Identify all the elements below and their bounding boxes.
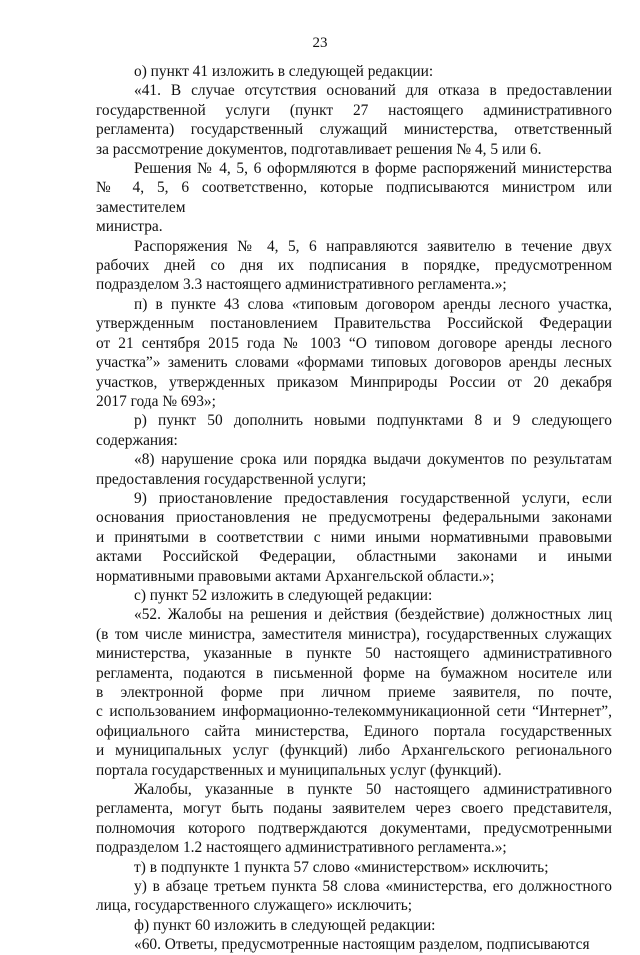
text-line: ф) пункт 60 изложить в следующей редакции: [134,916,436,934]
text-line: регламента, могут быть поданы заявителем через своего представителя, [96,800,612,818]
text-line: за рассмотрение документов, подготавливает решения № 4, 5 или 6. [96,140,542,158]
text-line: актами Российской Федерации, областными законами и иными [96,548,612,566]
text-line: (в том числе министра, заместителя министра), государственных служащих [96,625,612,643]
text-line: содержания: [96,431,178,449]
text-line: о) пункт 41 изложить в следующей редакции: [134,63,434,80]
text-line: и принятыми в соответствии с ними иными нормативными правовыми [96,528,612,546]
paragraph [96,159,612,237]
text-line: «41. В случае отсутствия оснований для отказа в предоставлении [134,82,612,100]
paragraph [96,935,612,954]
text-line: и муниципальных услуг (функций) либо Архангельского регионального [96,742,612,760]
text-line: р) пункт 50 дополнить новыми подпунктами 8 и 9 следующего [134,412,612,430]
text-line: от 21 сентября 2015 года № 1003 “О типовом договоре аренды лесного [96,334,612,352]
text-line: лица, государственного служащего» исключить; [96,897,413,915]
paragraph [96,295,612,411]
text-line: «52. Жалобы на решения и действия (бездействие) должностных лиц [134,606,612,624]
text-line: т) в подпункте 1 пункта 57 слово «министерством» исключить; [134,858,549,876]
text-line: основания приостановления не предусмотрены федеральными законами [96,509,612,527]
paragraph [96,916,612,935]
paragraph [96,605,612,780]
text-line: Решения № 4, 5, 6 оформляются в форме распоряжений министерства [134,160,612,178]
text-line: нормативными правовыми актами Архангельской области.»; [96,567,495,585]
paragraph [96,237,612,295]
paragraph [96,489,612,586]
text-line: 2017 года № 693»; [96,392,216,410]
text-line: подразделом 3.3 настоящего административного регламента.»; [96,276,507,294]
text-line: Распоряжения № 4, 5, 6 направляются заявителю в течение двух [134,237,612,255]
text-line: у) в абзаце третьем пункта 58 слова «министерства, его должностного [134,878,612,896]
paragraph [96,586,612,605]
document-body [96,62,612,955]
text-line: регламента, подаются в письменной форме на бумажном носителе или [96,664,612,682]
text-line: участка”» заменить словами «формами типовых договоров аренды лесных [96,354,612,372]
page-number: 23 [312,35,328,51]
text-line: Жалобы, указанные в пункте 50 настоящего административного [134,781,612,799]
paragraph [96,780,612,858]
paragraph [96,858,612,877]
text-line: утвержденным постановлением Правительства Российской Федерации [96,315,612,333]
text-line: предоставления государственной услуги; [96,470,367,488]
text-line: участков, утвержденных приказом Минприроды России от 20 декабря [96,373,612,391]
paragraph [96,411,612,450]
paragraph [96,450,612,489]
text-line: № 4, 5, 6 соответственно, которые подписываются министром или заместителем [96,179,612,216]
text-line: рабочих дней со дня их подписания в порядке, предусмотренном [96,257,612,275]
text-line: регламента) государственный служащий министерства, ответственный [96,121,612,139]
paragraph [96,81,612,159]
text-line: министра. [96,218,163,236]
text-line: «8) нарушение срока или порядка выдачи документов по результатам [134,451,612,469]
text-line: министерства, указанные в пункте 50 настоящего административного [96,645,612,663]
text-line: портала государственных и муниципальных услуг (функций). [96,761,502,779]
text-line: подразделом 1.2 настоящего административного регламента.»; [96,839,507,857]
text-line: с) пункт 52 изложить в следующей редакции: [134,586,433,604]
text-line: в электронной форме при личном приеме заявителя, по почте, [96,684,612,701]
text-line: государственной услуги (пункт 27 настоящего административного [96,101,612,119]
text-line: «60. Ответы, предусмотренные настоящим разделом, подписываются [134,936,590,954]
text-line: 9) приостановление предоставления государственной услуги, если [134,489,612,507]
paragraph [96,62,612,81]
text-line: полномочия которого подтверждаются документами, предусмотренными [96,819,612,837]
text-line: с использованием информационно-телекоммуникационной сети “Интернет”, [96,703,612,721]
text-line: официального сайта министерства, Единого портала государственных [96,722,612,740]
text-line: п) в пункте 43 слова «типовым договором аренды лесного участка, [134,295,612,313]
paragraph [96,877,612,916]
